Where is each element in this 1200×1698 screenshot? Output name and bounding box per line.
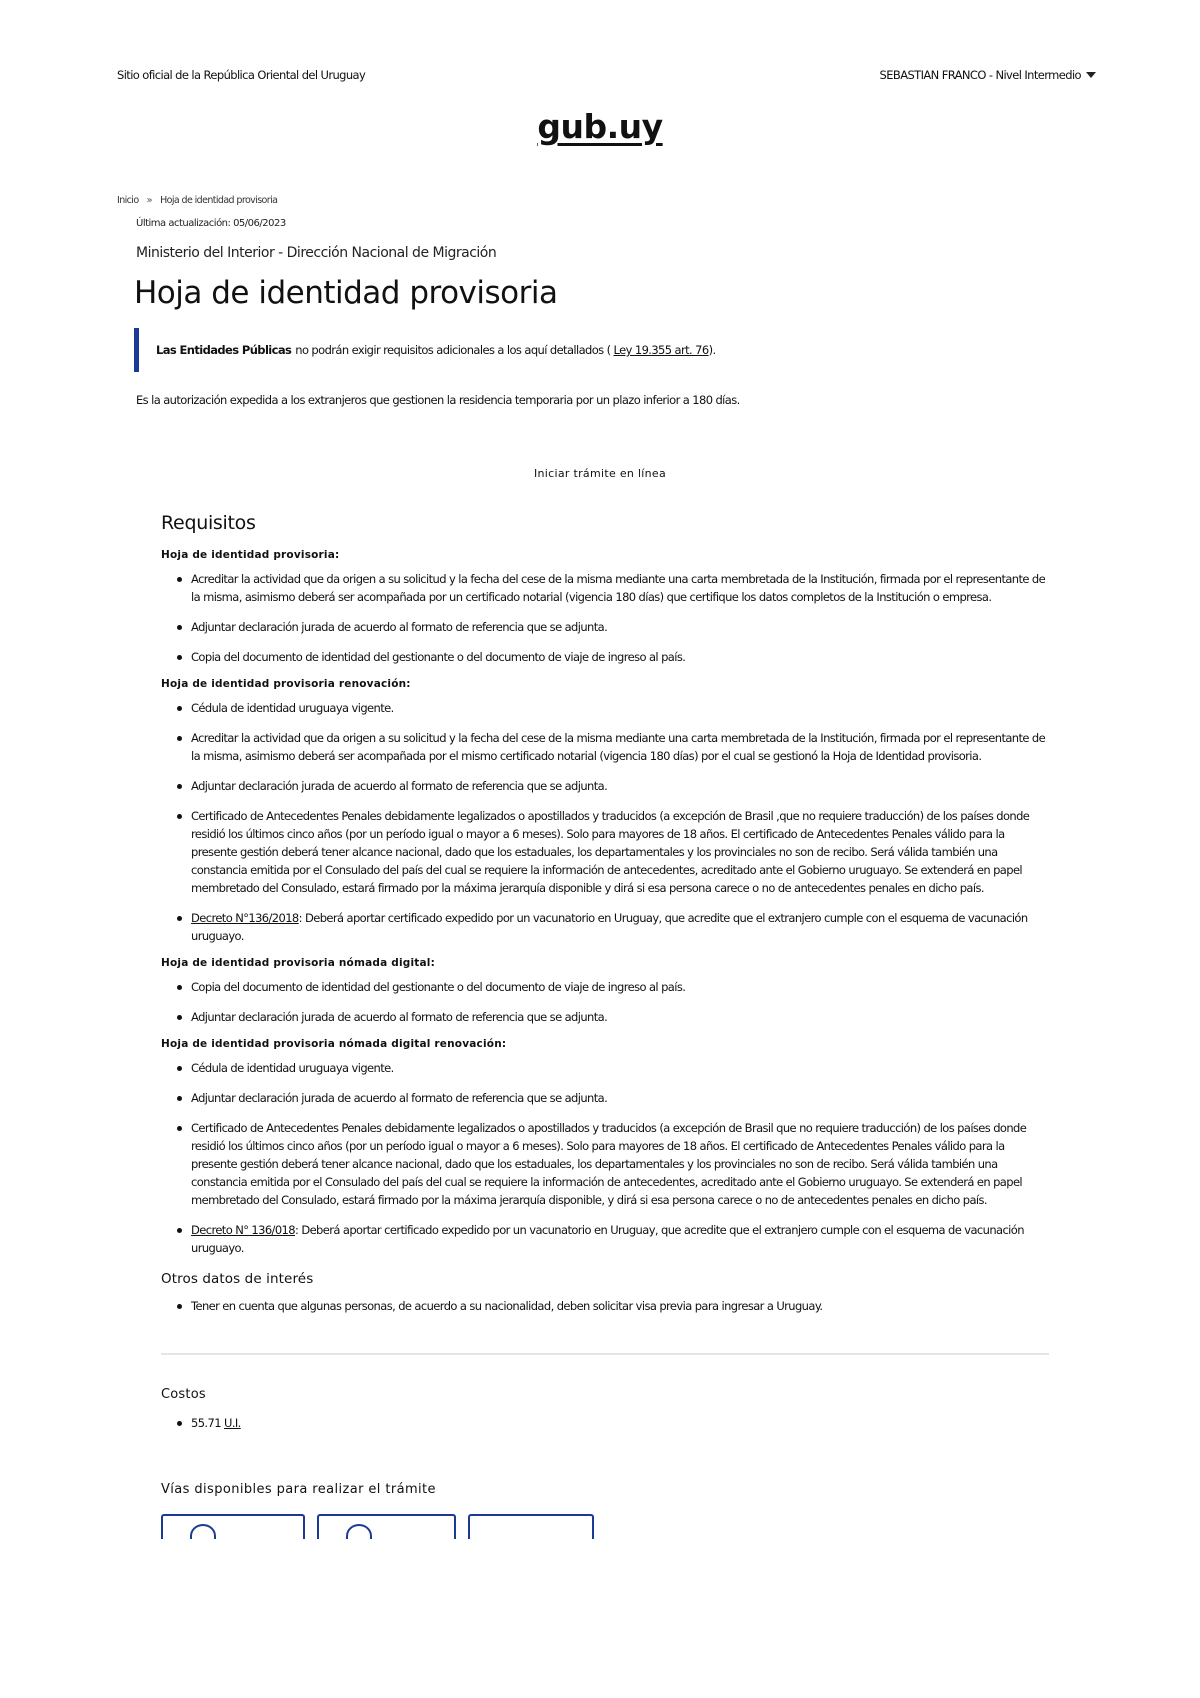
list-item-text: Certificado de Antecedentes Penales debidamente legalizados o apostillados y traducidos (a excepción de Brasil que no requiere traducción) de los países donde residió los últimos cinco años (por un período igual o mayor a 6 meses). Solo para mayores de 18 años. El certificado de Antecedentes Penales válido para la presente gestión deberá tener alcance nacional, dado que los estaduales, los departamentales y los provinciales no son de recibo. Será válida también una constancia emitida por el Consulado del país del cual se requiere la información de antecedentes, acreditado ante el Gobierno uruguayo. Se extenderá en papel membretado del Consulado, estará firmado por la máxima jerarquía disponible, y dirá si esa persona carece o no de antecedentes penales en dicho país. [191, 1121, 1027, 1207]
requisitos-sections [161, 549, 1049, 1257]
decree-link[interactable]: Decreto N° 136/018 [191, 1223, 295, 1237]
costo-item [191, 1414, 1049, 1432]
divider [161, 1353, 1049, 1355]
list-item-text: Adjuntar declaración jurada de acuerdo al formato de referencia que se adjunta. [191, 1091, 608, 1105]
list-item [191, 1297, 1049, 1315]
list-item-text: Cédula de identidad uruguaya vigente. [191, 701, 394, 715]
list-item [191, 909, 1049, 945]
list-item-text: Copia del documento de identidad del gestionante o del documento de viaje de ingreso al país. [191, 980, 686, 994]
requisitos-list [161, 978, 1049, 1026]
list-item-text: Certificado de Antecedentes Penales debidamente legalizados o apostillados y traducidos (a excepción de Brasil ,que no requiere traducción) de los países donde residió los últimos cinco años (por un período igual o mayor a 6 meses). Solo para mayores de 18 años. El certificado de Antecedentes Penales válido para la presente gestión deberá tener alcance nacional, dado que los estaduales, los departamentales y los provinciales no son de recibo. Será válida también una constancia emitida por el Consulado del país del cual se requiere la información de antecedentes, acreditado ante el Gobierno uruguayo. Se extenderá en papel membretado del Consulado, estará firmado por la máxima jerarquía disponible y dirá si esa persona carece o no de antecedentes penales en dicho país. [191, 809, 1030, 895]
list-item-text: Tener en cuenta que algunas personas, de acuerdo a su nacionalidad, deben solicitar visa previa para ingresar a Uruguay. [191, 1299, 823, 1313]
requisitos-subheading: Hoja de identidad provisoria nómada digital: [161, 957, 435, 969]
costo-value: 55.71 [191, 1416, 221, 1430]
list-item [191, 699, 1049, 717]
vias-cards [161, 1514, 1049, 1539]
requisitos-list [161, 570, 1049, 666]
via-card-presencial[interactable] [317, 1514, 456, 1539]
list-item-text: Acreditar la actividad que da origen a su solicitud y la fecha del cese de la misma mediante una carta membretada de la Institución, firmada por el representante de la misma, asimismo deberá ser acompañada por un certificado notarial (vigencia 180 días) que certifique los datos completos de la Institución o empresa. [191, 572, 1046, 604]
list-item [191, 1089, 1049, 1107]
list-item [191, 570, 1049, 606]
otros-list [161, 1297, 1049, 1315]
list-item [191, 1059, 1049, 1077]
breadcrumb-separator-icon: » [146, 195, 153, 206]
law-link[interactable]: Ley 19.355 art. 76 [613, 343, 709, 357]
main-content [161, 512, 1049, 1539]
list-item [191, 648, 1049, 666]
list-item-text: : Deberá aportar certificado expedido por un vacunatorio en Uruguay, que acredite que el extranjero cumple con el esquema de vacunación uruguayo. [191, 1223, 1024, 1255]
list-item [191, 777, 1049, 795]
description: Es la autorización expedida a los extranjeros que gestionen la residencia temporaria por un plazo inferior a 180 días. [136, 393, 740, 407]
list-item-text: Acreditar la actividad que da origen a su solicitud y la fecha del cese de la misma mediante una carta membretada de la Institución, firmada por el representante de la misma, asimismo deberá ser acompañada por el mismo certificado notarial (vigencia 180 días) por el cual se gestionó la Hoja de Identidad provisoria. [191, 731, 1046, 763]
requisitos-subheading: Hoja de identidad provisoria: [161, 549, 340, 561]
person-icon [346, 1524, 372, 1539]
page-title: Hoja de identidad provisoria [134, 275, 558, 311]
list-item [191, 1008, 1049, 1026]
top-bar [117, 68, 1096, 86]
caret-down-icon [1086, 72, 1096, 78]
list-item-text: : Deberá aportar certificado expedido por un vacunatorio en Uruguay, que acredite que el extranjero cumple con el esquema de vacunación uruguayo. [191, 911, 1028, 943]
computer-icon [190, 1524, 216, 1539]
vias-title: Vías disponibles para realizar el trámite [161, 1482, 436, 1497]
last-updated: Última actualización: 05/06/2023 [136, 218, 286, 229]
costos-list [161, 1414, 1049, 1432]
costos-title: Costos [161, 1387, 206, 1402]
decree-link[interactable]: Decreto N°136/2018 [191, 911, 299, 925]
requisitos-subheading: Hoja de identidad provisoria nómada digital renovación: [161, 1038, 507, 1050]
breadcrumb-current: Hoja de identidad provisoria [160, 195, 278, 206]
requisitos-title: Requisitos [161, 512, 256, 534]
list-item-text: Adjuntar declaración jurada de acuerdo al formato de referencia que se adjunta. [191, 1010, 608, 1024]
user-menu[interactable] [880, 68, 1096, 82]
via-card-otro[interactable] [468, 1514, 594, 1539]
list-item [191, 978, 1049, 996]
list-item [191, 1119, 1049, 1209]
list-item [191, 807, 1049, 897]
site-logo[interactable]: gub.uy [537, 107, 663, 146]
costo-unit-link[interactable]: U.I. [224, 1416, 241, 1430]
notice-text: no podrán exigir requisitos adicionales a los aquí detallados ( [295, 343, 611, 357]
organization: Ministerio del Interior - Dirección Nacional de Migración [136, 245, 497, 261]
requisitos-subheading: Hoja de identidad provisoria renovación: [161, 678, 411, 690]
list-item [191, 729, 1049, 765]
notice-strong: Las Entidades Públicas [156, 343, 292, 357]
list-item [191, 1221, 1049, 1257]
requisitos-list [161, 1059, 1049, 1257]
via-card-online[interactable] [161, 1514, 305, 1539]
list-item-text: Adjuntar declaración jurada de acuerdo al formato de referencia que se adjunta. [191, 620, 608, 634]
breadcrumb-home[interactable]: Inicio [117, 195, 139, 206]
site-label: Sitio oficial de la República Oriental del Uruguay [117, 68, 366, 82]
user-name: SEBASTIAN FRANCO - Nivel Intermedio [879, 68, 1081, 82]
notice-end: ). [708, 343, 716, 357]
requisitos-list [161, 699, 1049, 945]
notice-callout [134, 328, 1056, 372]
list-item-text: Cédula de identidad uruguaya vigente. [191, 1061, 394, 1075]
otros-title: Otros datos de interés [161, 1271, 314, 1287]
breadcrumb [117, 195, 277, 206]
list-item [191, 618, 1049, 636]
list-item-text: Adjuntar declaración jurada de acuerdo al formato de referencia que se adjunta. [191, 779, 608, 793]
list-item-text: Copia del documento de identidad del gestionante o del documento de viaje de ingreso al país. [191, 650, 686, 664]
start-online-button[interactable]: Iniciar trámite en línea [533, 467, 667, 480]
